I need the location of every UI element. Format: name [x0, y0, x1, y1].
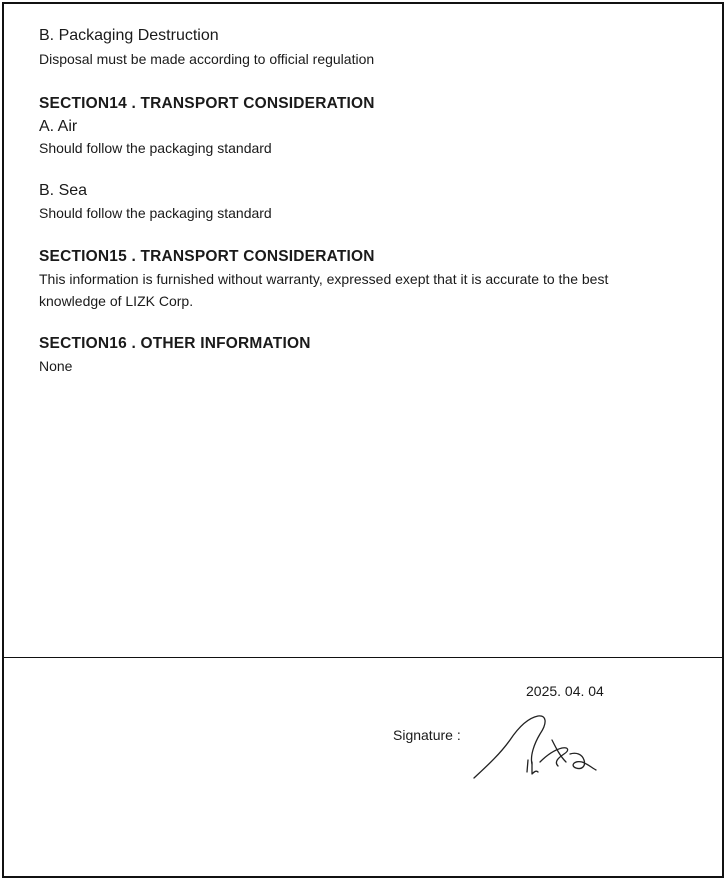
- document-frame: [2, 2, 724, 878]
- signature-stroke: [474, 716, 545, 778]
- packaging-destruction-heading: B. Packaging Destruction: [39, 27, 219, 44]
- packaging-destruction-text: Disposal must be made according to official regulation: [39, 51, 375, 67]
- signature-stroke: [540, 748, 568, 766]
- footer-divider: [4, 657, 722, 658]
- signature-stroke: [527, 760, 528, 772]
- section14-title: SECTION14 . TRANSPORT CONSIDERATION: [39, 95, 375, 112]
- handwritten-signature: [470, 710, 605, 785]
- section15-text: This information is furnished without warranty, expressed exept that it is accurate to the best knowledge of LIZK Corp.: [39, 271, 609, 309]
- section14-sea-heading: B. Sea: [39, 182, 88, 199]
- section14-air-heading: A. Air: [39, 118, 78, 135]
- section14-air-text: Should follow the packaging standard: [39, 140, 272, 156]
- section15-title: SECTION15 . TRANSPORT CONSIDERATION: [39, 248, 375, 265]
- signature-stroke: [570, 753, 596, 770]
- section14-sea-text: Should follow the packaging standard: [39, 205, 272, 221]
- section16-title: SECTION16 . OTHER INFORMATION: [39, 335, 311, 352]
- signature-stroke: [532, 762, 538, 774]
- signature-label: Signature :: [393, 727, 461, 743]
- document-date: 2025. 04. 04: [526, 683, 604, 699]
- section16-text: None: [39, 358, 73, 374]
